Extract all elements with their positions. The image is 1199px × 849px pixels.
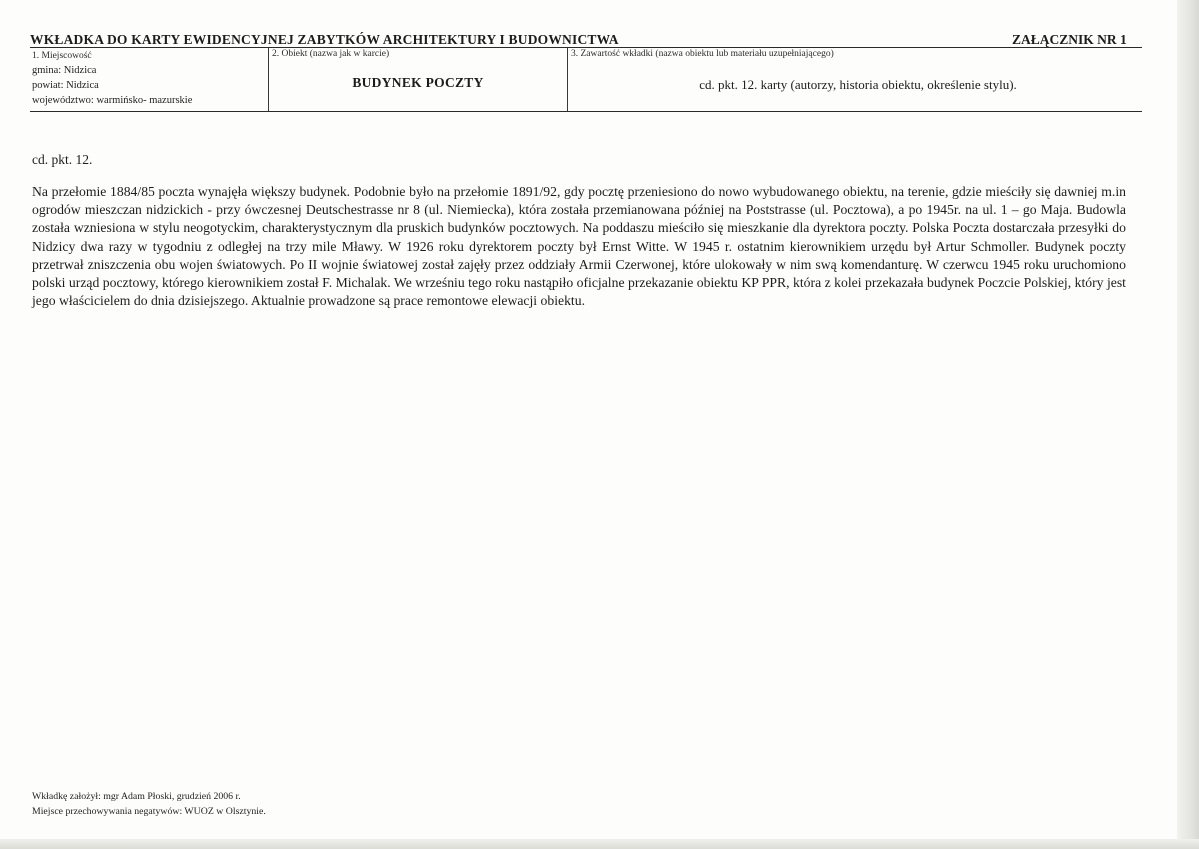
powiat-value: powiat: Nidzica — [32, 80, 99, 91]
negatives-location: Miejsce przechowywania negatywów: WUOZ w Olsztynie. — [32, 806, 266, 817]
author-credit: Wkładkę założył: mgr Adam Płoski, grudzień 2006 r. — [32, 791, 241, 802]
header-bottom-rule — [30, 111, 1142, 112]
location-field-label: 1. Miejscowość — [32, 51, 92, 61]
history-paragraph: Na przełomie 1884/85 poczta wynajęła większy budynek. Podobnie było na przełomie 1891/92, gdy pocztę przeniesiono do nowo wybudowanego obiektu, na terenie, gdzie mieściły się dawniej m.in ogrodów mieszczan nidzickich - przy ówczesnej Deutschestrasse nr 8 (ul. Niemiecka), która została przemianowana później na Poststrasse (ul. Pocztowa), a po 1945r. na ul. 1 – go Maja. Budowla została wzniesiona w stylu neogotyckim, charakterystycznym dla pruskich budynków pocztowych. Na poddaszu mieściło się mieszkanie dla dyrektora poczty. Polska Poczta dostarczała przesyłki do Nidzicy dwa razy w tygodniu z odległej na trzy mile Mławy. W 1926 roku dyrektorem poczty był Ernst Witte. W 1945 r. ostatnim kierownikiem urzędu był Artur Schmoller. Budynek poczty przetrwał zniszczenia obu wojen światowych. Po II wojnie światowej został zajęły przez oddziały Armii Czerwonej, które ulokowały w nim swą komendanturę. W czerwcu 1945 roku uruchomiono polski urząd pocztowy, którego kierownikiem został F. Michalak. We wrześniu tego roku nastąpiło oficjalne przekazanie obiektu KP PPR, która z kolei przekazała budynek Poczcie Polskiej, który jest jego właścicielem do dnia dzisiejszego. Aktualnie prowadzone są prace remontowe elewacji obiektu. — [32, 184, 1126, 309]
card-right-edge — [1177, 0, 1199, 849]
header-top-rule — [30, 47, 1142, 48]
form-title: WKŁADKA DO KARTY EWIDENCYJNEJ ZABYTKÓW ARCHITEKTURY I BUDOWNICTWA — [30, 32, 619, 47]
content-field-label: 3. Zawartość wkładki (nazwa obiektu lub materiału uzupełniającego) — [571, 49, 834, 59]
gmina-value: gmina: Nidzica — [32, 65, 97, 76]
section-reference: cd. pkt. 12. — [32, 152, 93, 167]
object-name-value: BUDYNEK POCZTY — [352, 75, 484, 90]
voivodeship-value: województwo: warmińsko- mazurskie — [32, 95, 193, 106]
card-bottom-edge — [0, 839, 1199, 849]
object-field-label: 2. Obiekt (nazwa jak w karcie) — [272, 49, 390, 59]
field-divider-1 — [268, 48, 269, 111]
content-description-value: cd. pkt. 12. karty (autorzy, historia obiektu, określenie stylu). — [699, 77, 1017, 92]
annex-number: ZAŁĄCZNIK NR 1 — [1012, 32, 1127, 47]
